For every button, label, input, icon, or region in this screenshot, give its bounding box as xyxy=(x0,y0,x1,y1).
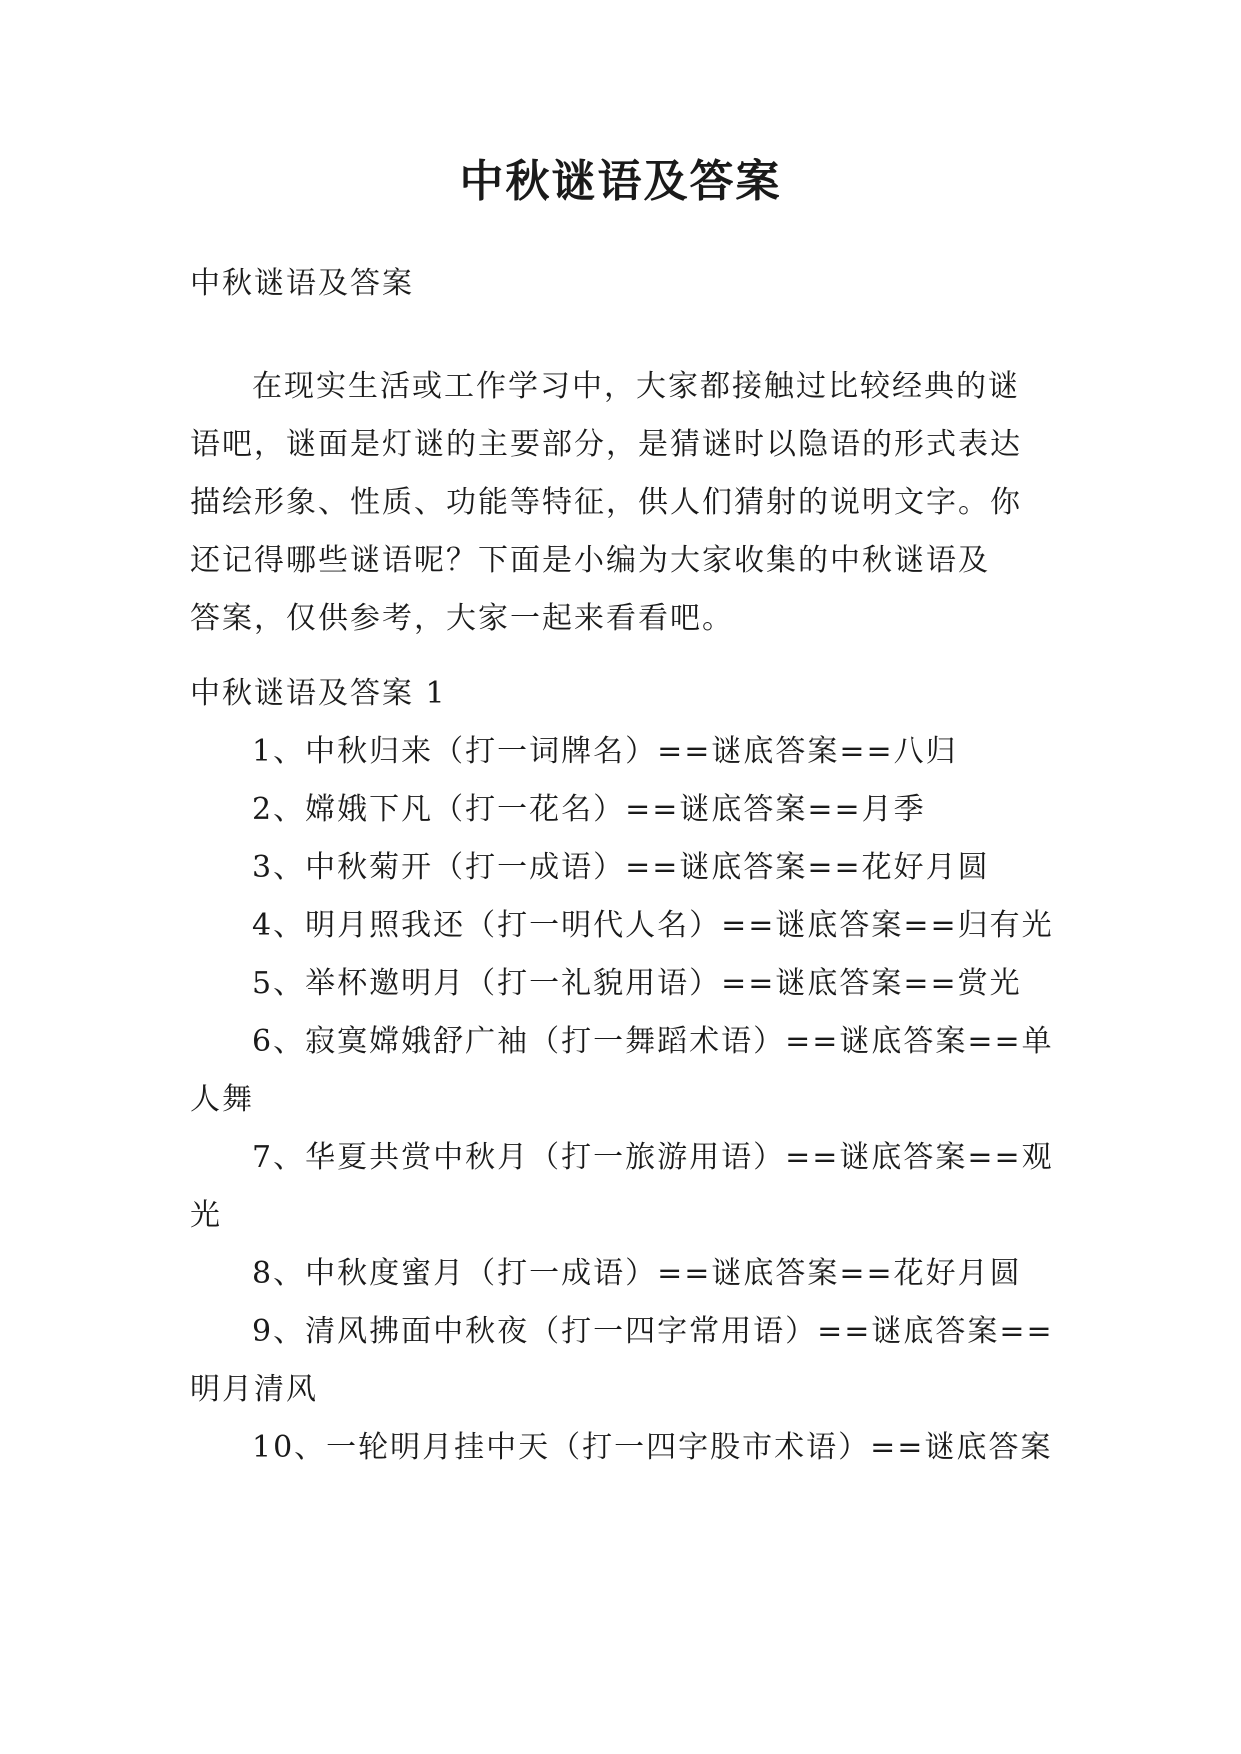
riddle-item: 1、中秋归来（打一词牌名）==谜底答案==八归 xyxy=(252,734,958,769)
riddle-item: 5、举杯邀明月（打一礼貌用语）==谜底答案==赏光 xyxy=(252,966,1022,1001)
intro-line: 还记得哪些谜语呢？下面是小编为大家收集的中秋谜语及 xyxy=(190,543,990,578)
riddle-item: 4、明月照我还（打一明代人名）==谜底答案==归有光 xyxy=(252,908,1054,943)
section-heading: 中秋谜语及答案 1 xyxy=(190,676,447,711)
riddle-item: 7、华夏共赏中秋月（打一旅游用语）==谜底答案==观 xyxy=(252,1140,1054,1175)
intro-line: 语吧，谜面是灯谜的主要部分，是猜谜时以隐语的形式表达 xyxy=(190,427,1022,462)
intro-line: 描绘形象、性质、功能等特征，供人们猜射的说明文字。你 xyxy=(190,485,1022,520)
riddle-item: 9、清风拂面中秋夜（打一四字常用语）==谜底答案== xyxy=(252,1314,1054,1349)
intro-line: 答案，仅供参考，大家一起来看看吧。 xyxy=(190,601,734,636)
intro-paragraph xyxy=(190,358,1050,648)
document-title: 中秋谜语及答案 xyxy=(459,156,782,207)
subtitle-text: 中秋谜语及答案 xyxy=(190,266,414,301)
riddle-item: 6、寂寞嫦娥舒广袖（打一舞蹈术语）==谜底答案==单 xyxy=(252,1024,1054,1059)
riddle-item: 3、中秋菊开（打一成语）==谜底答案==花好月圆 xyxy=(252,850,990,885)
riddle-item: 2、嫦娥下凡（打一花名）==谜底答案==月季 xyxy=(252,792,926,827)
riddle-section xyxy=(190,665,1054,1477)
riddle-item-continuation: 人舞 xyxy=(190,1082,254,1117)
riddle-item: 8、中秋度蜜月（打一成语）==谜底答案==花好月圆 xyxy=(252,1256,1022,1291)
intro-line: 在现实生活或工作学习中，大家都接触过比较经典的谜 xyxy=(252,369,1020,404)
riddle-item-continuation: 明月清风 xyxy=(190,1372,318,1407)
riddle-item-continuation: 光 xyxy=(190,1198,222,1233)
riddle-item: 10、一轮明月挂中天（打一四字股市术语）==谜底答案 xyxy=(252,1430,1053,1465)
subtitle xyxy=(190,255,1050,313)
